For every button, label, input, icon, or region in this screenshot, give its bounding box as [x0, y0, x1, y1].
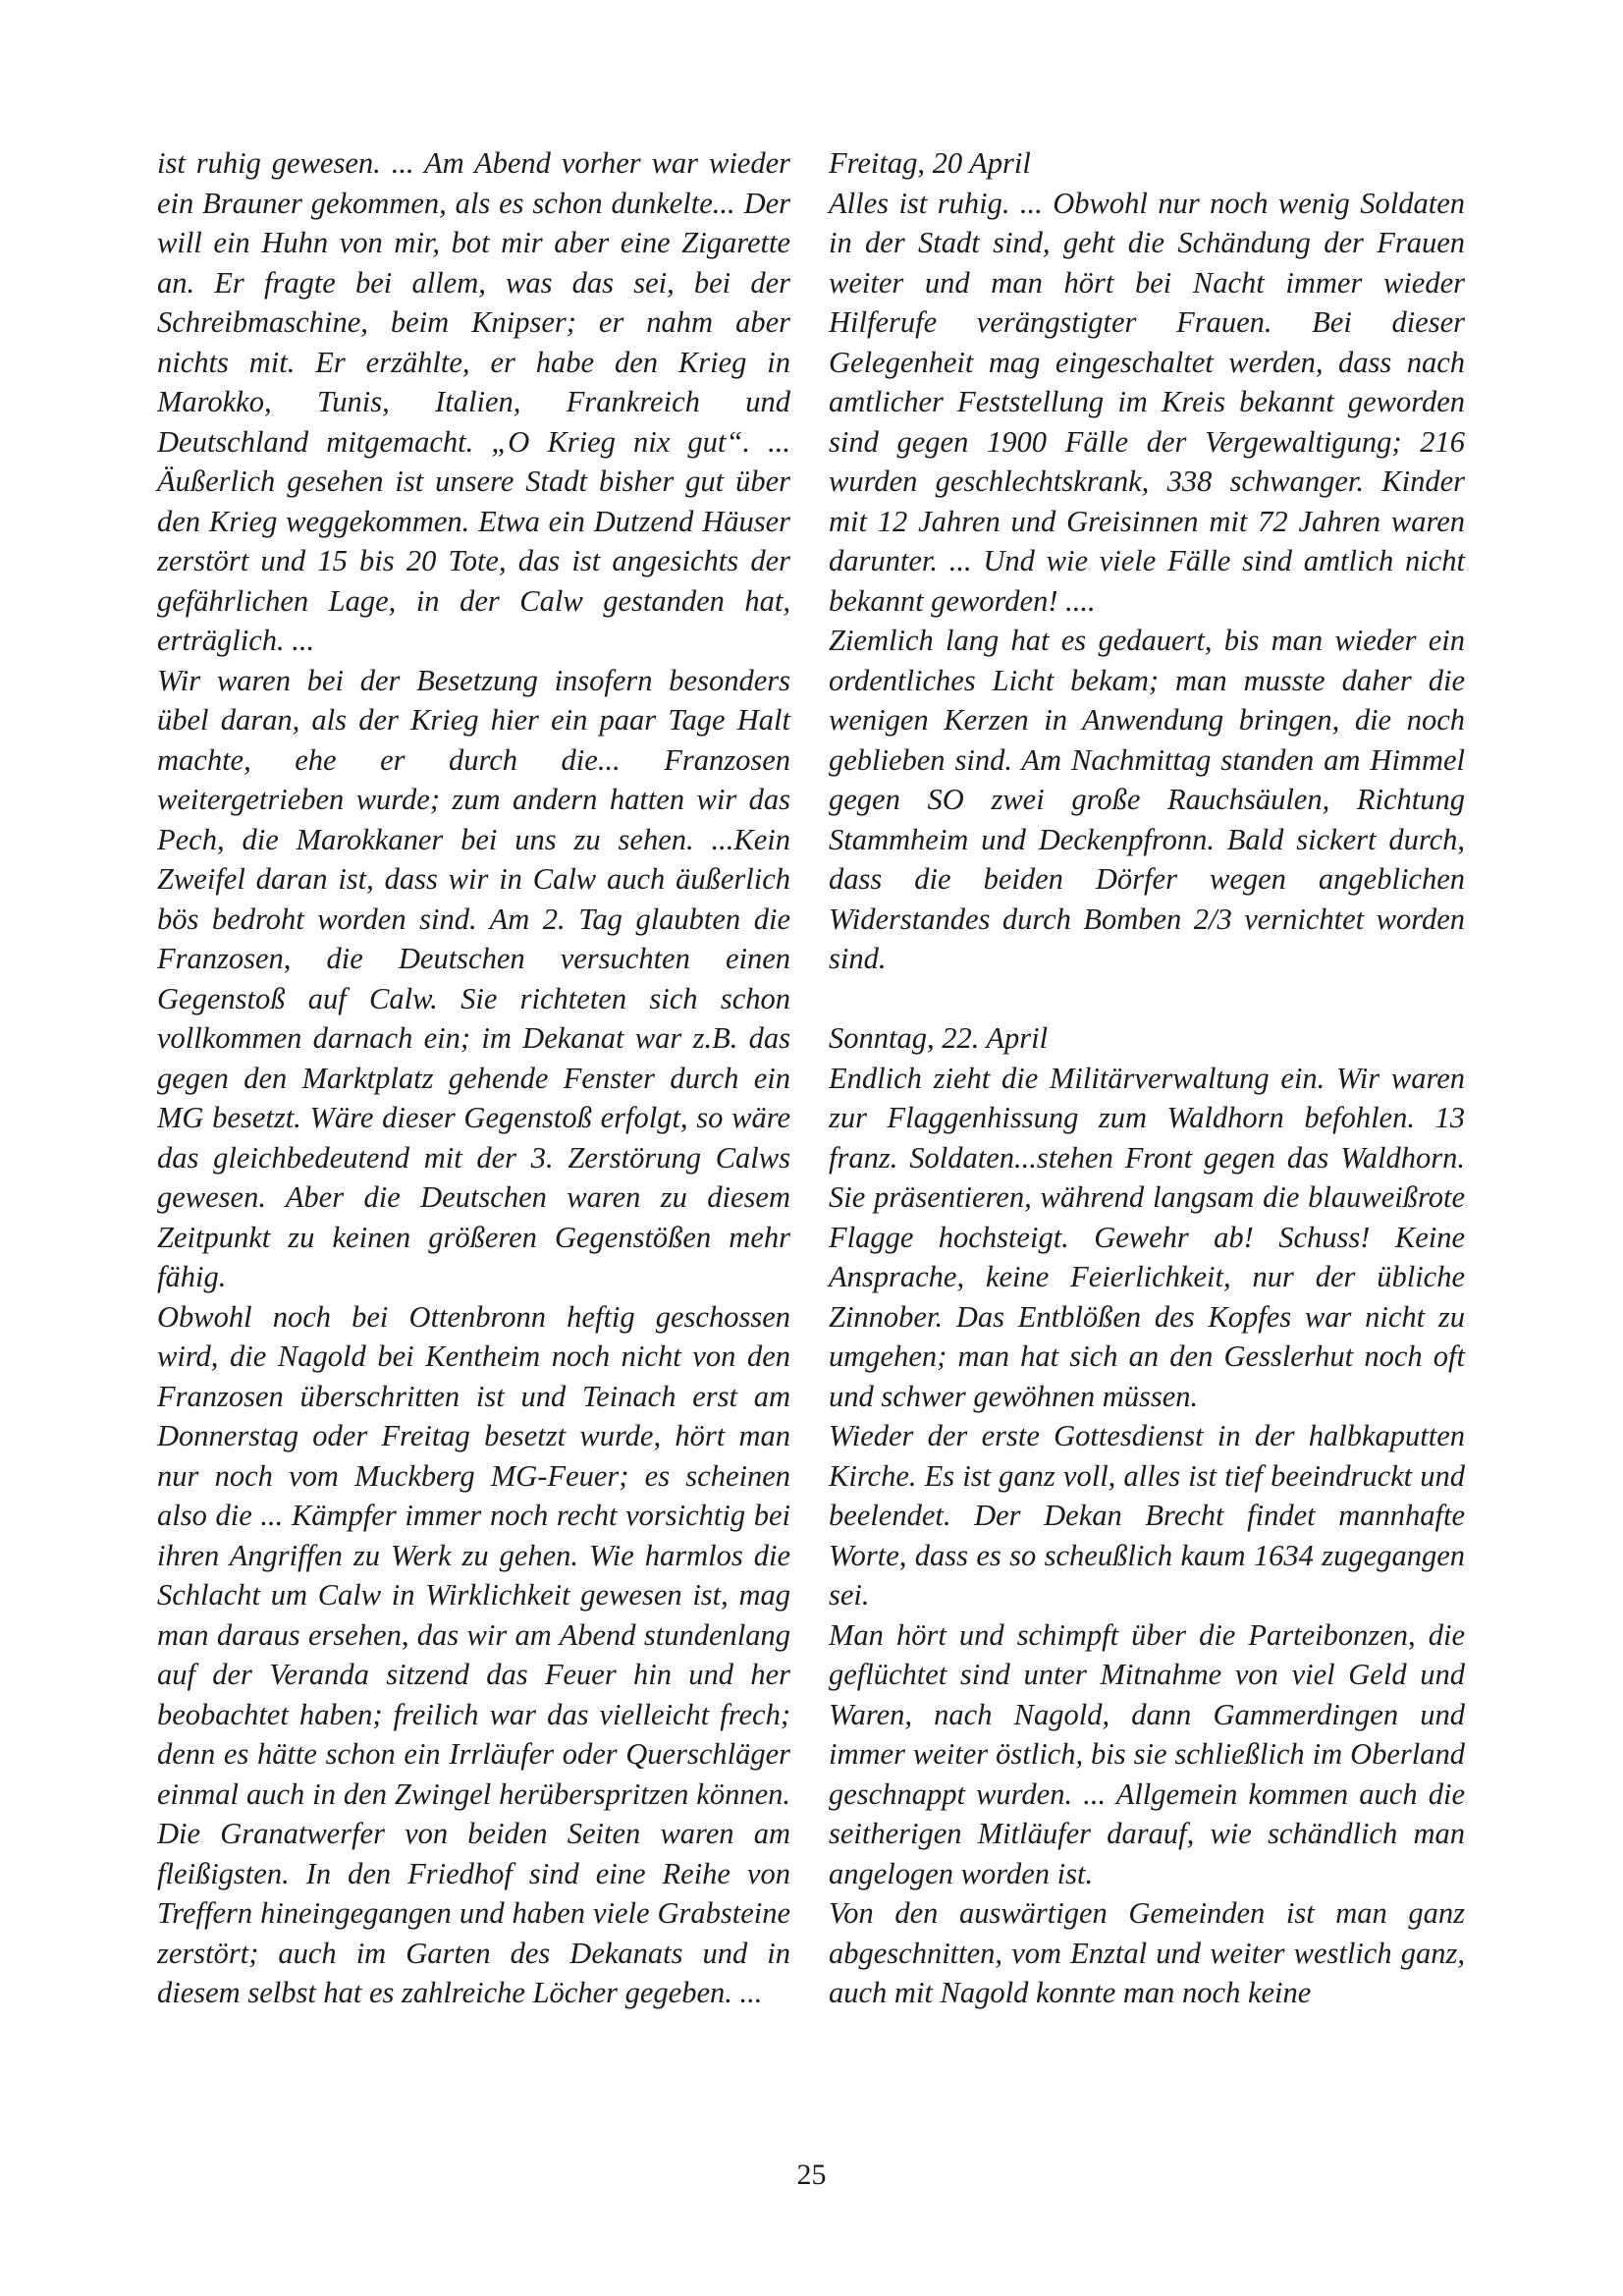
paragraph: Wieder der erste Gottesdienst in der halbkaputten Kirche. Es ist ganz voll, alles ist tief beeindruckt und beelendet. Der Dekan Brecht findet mannhafte Worte, dass es so scheußlich kaum 1634 zugegangen sei.: [829, 1419, 1465, 1612]
paragraph: ist ruhig gewesen. ... Am Abend vorher war wieder ein Brauner gekommen, als es schon dunkelte... Der will ein Huhn von mir, bot mir aber eine Zigarette an. Er fragte bei allem, was das sei, bei der Schreibmaschine, beim Knipser; er nahm aber nichts mit. Er erzählte, er habe den Krieg in Marokko, Tunis, Italien, Frankreich und Deutschland mitgemacht. „O Krieg nix gut“. ... Äußerlich gesehen ist unsere Stadt bisher gut über den Krieg weggekommen. Etwa ein Dutzend Häuser zerstört und 15 bis 20 Tote, das ist angesichts der gefährlichen Lage, in der Calw gestanden hat, erträglich. ...: [157, 146, 790, 657]
paragraph: Alles ist ruhig. ... Obwohl nur noch wenig Soldaten in der Stadt sind, geht die Schändung der Frauen weiter und man hört bei Nacht immer wieder Hilferufe verängstigter Frauen. Bei dieser Gelegenheit mag eingeschaltet werden, dass nach amtlicher Feststellung im Kreis bekannt geworden sind gegen 1900 Fälle der Vergewaltigung; 216 wurden geschlechtskrank, 338 schwanger. Kinder mit 12 Jahren und Greisinnen mit 72 Jahren waren darunter. ... Und wie viele Fälle sind amtlich nicht bekannt geworden! ....: [829, 186, 1465, 618]
diary-entry: [829, 143, 1465, 979]
paragraph: Von den auswärtigen Gemeinden ist man ganz abgeschnitten, vom Enztal und weiter westlich ganz, auch mit Nagold konnte man noch keine: [829, 1896, 1465, 2009]
right-column: [829, 143, 1465, 2013]
entry-date: Sonntag, 22. April: [829, 1021, 1049, 1055]
page-number: 25: [796, 2159, 827, 2191]
paragraph: Man hört und schimpft über die Parteibonzen, die geflüchtet sind unter Mitnahme von viel Geld und Waren, nach Nagold, dann Gammerdingen und immer weiter östlich, bis sie schließlich im Oberland geschnappt wurden. ... Allgemein kommen auch die seitherigen Mitläufer darauf, wie schändlich man angelogen worden ist.: [829, 1617, 1465, 1890]
paragraph: Ziemlich lang hat es gedauert, bis man wieder ein ordentliches Licht bekam; man musste daher die wenigen Kerzen in Anwendung bringen, die noch geblieben sind. Am Nachmittag standen am Himmel gegen SO zwei große Rauchsäulen, Richtung Stammheim und Deckenpfronn. Bald sickert durch, dass die beiden Dörfer wegen angeblichen Widerstandes durch Bomben 2/3 vernichtet worden sind.: [829, 624, 1465, 975]
left-column: [157, 143, 790, 2013]
paragraph: Wir waren bei der Besetzung insofern besonders übel daran, als der Krieg hier ein paar Tage Halt machte, ehe er durch die... Franzosen weitergetrieben wurde; zum andern hatten wir das Pech, die Marokkaner bei uns zu sehen. ...Kein Zweifel daran ist, dass wir in Calw auch äußerlich bös bedroht worden sind. Am 2. Tag glaubten die Franzosen, die Deutschen versuchten einen Gegenstoß auf Calw. Sie richteten sich schon vollkommen darnach ein; im Dekanat war z.B. das gegen den Marktplatz gehende Fenster durch ein MG besetzt. Wäre dieser Gegenstoß erfolgt, so wäre das gleichbedeutend mit der 3. Zerstörung Calws gewesen. Aber die Deutschen waren zu diesem Zeitpunkt zu keinen größeren Gegenstößen mehr fähig.: [157, 663, 790, 1293]
diary-entry: [829, 1018, 1465, 2013]
paragraph: Endlich zieht die Militärverwaltung ein. Wir waren zur Flaggenhissung zum Waldhorn befohlen. 13 franz. Soldaten...stehen Front gegen das Waldhorn. Sie präsentieren, während langsam die blauweißrote Flagge hochsteigt. Gewehr ab! Schuss! Keine Ansprache, keine Feierlichkeit, nur der übliche Zinnober. Das Entblößen des Kopfes war nicht zu umgehen; man hat sich an den Gesslerhut noch oft und schwer gewöhnen müssen.: [829, 1061, 1465, 1413]
entry-date: Freitag, 20 April: [829, 146, 1031, 180]
entry-spacer: [829, 979, 1465, 1019]
paragraph: Obwohl noch bei Ottenbronn heftig geschossen wird, die Nagold bei Kentheim noch nicht von den Franzosen überschritten ist und Teinach erst am Donnerstag oder Freitag besetzt wurde, hört man nur noch vom Muckberg MG-Feuer; es scheinen also die ... Kämpfer immer noch recht vorsichtig bei ihren Angriffen zu Werk zu gehen. Wie harmlos die Schlacht um Calw in Wirklichkeit gewesen ist, mag man daraus ersehen, das wir am Abend stundenlang auf der Veranda sitzend das Feuer hin und her beobachtet haben; freilich war das vielleicht frech; denn es hätte schon ein Irrläufer oder Querschläger einmal auch in den Zwingel herüberspritzen können. Die Granatwerfer von beiden Seiten waren am fleißigsten. In den Friedhof sind eine Reihe von Treffern hineingegangen und haben viele Grabsteine zerstört; auch im Garten des Dekanats und in diesem selbst hat es zahlreiche Löcher gegeben. ...: [157, 1299, 790, 2009]
